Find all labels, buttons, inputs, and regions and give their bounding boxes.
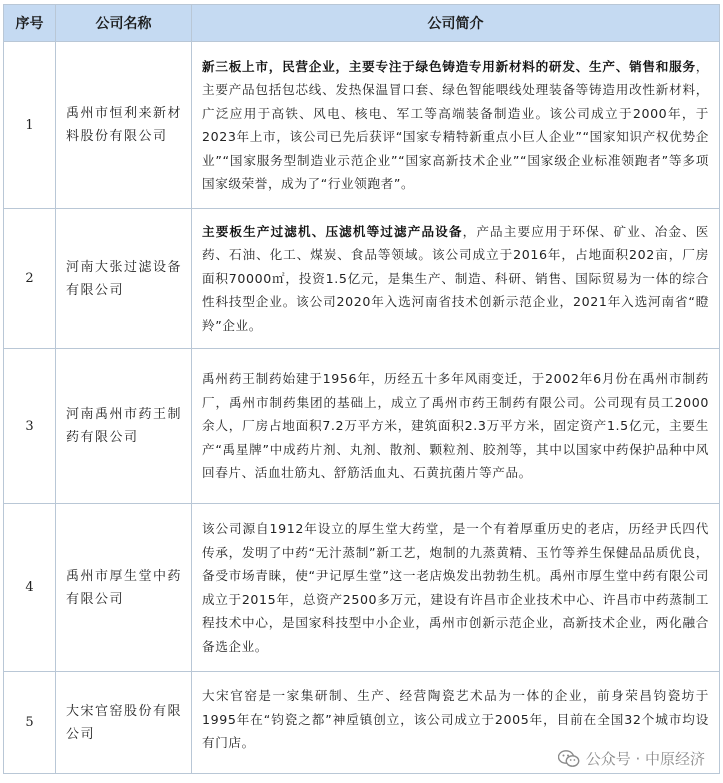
watermark [554, 746, 709, 771]
company-name: 禹州市恒利来新材料股份有限公司 [56, 42, 192, 209]
intro-highlight: 主要板生产过滤机、压滤机等过滤产品设备 [202, 223, 463, 239]
row-number: 2 [4, 209, 56, 349]
company-intro [192, 504, 720, 672]
company-intro [192, 349, 720, 504]
row-number: 3 [4, 349, 56, 504]
intro-text: 大宋官窑是一家集研制、生产、经营陶瓷艺术品为一体的企业，前身荣昌钧瓷坊于1995年在“钧瓷之都”神垕镇创立，该公司成立于2005年，目前在全国32个城市均设有门店。 [202, 688, 709, 750]
company-name: 大宋官窑股份有限公司 [56, 672, 192, 774]
header-row [4, 5, 720, 42]
table-row [4, 42, 720, 209]
watermark-text: 公众号 · 中原经济 [585, 750, 705, 768]
intro-highlight: 新三板上市，民营企业，主要专注于绿色铸造专用新材料的研发、生产、销售和服务 [202, 58, 696, 74]
row-number: 4 [4, 504, 56, 672]
company-name: 河南禹州市药王制药有限公司 [56, 349, 192, 504]
intro-text: ，产品主要应用于环保、矿业、冶金、医药、石油、化工、煤炭、食品等领域。该公司成立于2016年，占地面积202亩，厂房面积70000㎡，投资1.5亿元，是集生产、制造、科研、销售、国际贸易为一体的综合性科技型企业。该公司2020年入选河南省技术创新示范企业，2021年入选河南省“瞪羚”企业。 [202, 223, 709, 333]
wechat-icon [558, 750, 580, 768]
table-row [4, 349, 720, 504]
row-number: 5 [4, 672, 56, 774]
intro-text: ，主要产品包括包芯线、发热保温冒口套、绿色智能喂线处理装备等铸造用改性新材料，广泛应用于高铁、风电、核电、军工等高端装备制造业。该公司成立于2000年，于2023年上市，该公司已先后获评“国家专精特新重点小巨人企业”“国家知识产权优势企业”“国家服务型制造业示范企业”“国家高新技术企业”“国家级企业标准领跑者”等多项国家级荣誉，成为了“行业领跑者”。 [202, 58, 709, 191]
header-company-name: 公司名称 [56, 5, 192, 42]
table-row [4, 209, 720, 349]
intro-text: 该公司源自1912年设立的厚生堂大药堂，是一个有着厚重历史的老店，历经尹氏四代传承，发明了中药“无汁蒸制”新工艺，炮制的九蒸黄精、玉竹等养生保健品品质优良，备受市场青睐，使“尹记厚生堂”这一老店焕发出勃勃生机。禹州市厚生堂中药有限公司成立于2015年，总资产2500多万元，建设有许昌市企业技术中心、许昌市中药蒸制工程技术中心，是国家科技型中小企业，禹州市创新示范企业，高新技术企业，两化融合备选企业。 [202, 521, 709, 654]
table-row [4, 504, 720, 672]
company-name: 禹州市厚生堂中药有限公司 [56, 504, 192, 672]
company-table [3, 4, 720, 774]
company-name: 河南大张过滤设备有限公司 [56, 209, 192, 349]
intro-text: 禹州药王制药始建于1956年，历经五十多年风雨变迁，于2002年6月份在禹州市制药厂，禹州市制药集团的基础上，成立了禹州市药王制药有限公司。公司现有员工2000余人，厂房占地面积7.2万平方米，建筑面积2.3万平方米，固定资产1.5亿元，主要生产“禹星牌”中成药片剂、丸剂、散剂、颗粒剂、胶剂等，其中以国家中药保护品种中风回春片、活血壮筋丸、舒筋活血丸、石黄抗菌片等产品。 [202, 371, 709, 481]
company-intro [192, 209, 720, 349]
header-number: 序号 [4, 5, 56, 42]
header-company-intro: 公司简介 [192, 5, 720, 42]
company-intro [192, 42, 720, 209]
row-number: 1 [4, 42, 56, 209]
